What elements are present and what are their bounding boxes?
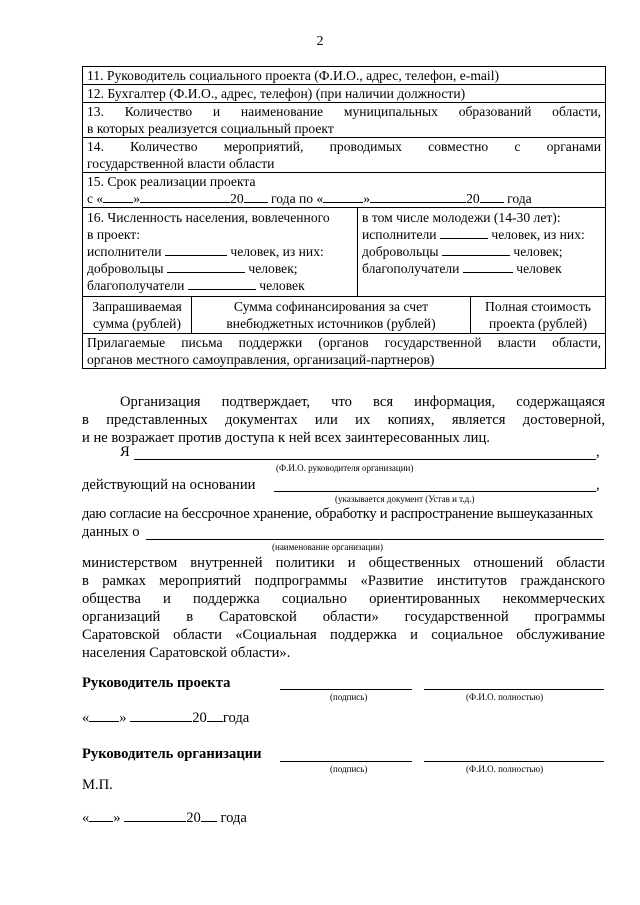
basis-document-line[interactable] [274,491,596,492]
ministry-line: населения Саратовской области». [82,645,291,661]
org-head-date[interactable]: « » 20 года [82,810,247,826]
application-form-table [82,66,606,369]
events-count-field[interactable]: 14. Количество мероприятий, проводимых совместно с органами государственной власти области [83,138,606,173]
seal-place-label: М.П. [82,777,113,793]
consent-line: даю согласие на бессрочное хранение, обработку и распространение вышеуказанных [82,506,594,522]
row-12 [83,85,606,103]
accountant-field[interactable]: 12. Бухгалтер (Ф.И.О., адрес, телефон) (при наличии должности) [83,85,606,103]
row-15 [83,173,606,208]
ministry-line: организаций в Саратовской области» государственной программы [82,609,605,625]
hint-signature: (подпись) [330,692,368,702]
row-letters [83,334,606,369]
row-11 [83,67,606,85]
comma: , [596,444,600,460]
row-sums [83,297,606,334]
hint-fio-full: (Ф.И.О. полностью) [466,764,544,774]
youth-involved-field[interactable]: в том числе молодежи (14-30 лет): исполнители человек, из них: добровольцы человек; благополучатели человек [358,208,606,297]
hint-signature: (подпись) [330,764,368,774]
ministry-line: в рамках мероприятий подпрограммы «Развитие институтов гражданского [82,573,605,589]
ministry-line: Саратовской области «Социальная поддержка и социальное обслуживание [82,627,605,643]
consent-about-label: данных о [82,524,140,540]
cofinancing-sum-field[interactable]: Сумма софинансирования за счет внебюджетных источников (рублей) [192,297,471,334]
row-14 [83,138,606,173]
project-head-date[interactable]: « » 20 года [82,710,250,726]
ministry-paragraph [82,554,605,662]
ministry-line: общества и поддержка социально ориентированных некоммерческих [82,591,605,607]
comma: , [596,477,600,493]
hint-fio-full: (Ф.И.О. полностью) [466,692,544,702]
municipalities-field[interactable]: 13. Количество и наименование муниципальных образований области, в которых реализуется социальный проект [83,103,606,138]
total-cost-field[interactable]: Полная стоимость проекта (рублей) [471,297,606,334]
row-16 [83,208,606,297]
org-head-name-line[interactable] [424,761,604,762]
head-name-line[interactable] [134,459,596,460]
project-head-name-line[interactable] [424,689,604,690]
support-letters-field[interactable]: Прилагаемые письма поддержки (органов государственной власти области, органов местного самоуправления, организаций-партнеров) [83,334,606,369]
acting-on-label: действующий на основании [82,477,256,493]
project-head-field[interactable]: 11. Руководитель социального проекта (Ф.И.О., адрес, телефон, e-mail) [83,67,606,85]
organization-name-line[interactable] [146,539,604,540]
page-number: 2 [316,34,324,49]
project-period-field[interactable]: 15. Срок реализации проекта с « » 20 года по « » 20 года [83,173,606,208]
confirmation-line: в представленных документах или их копиях, является достоверной, [82,412,605,428]
confirmation-line: Организация подтверждает, что вся информация, содержащаяся [120,394,605,410]
confirmation-line: и не возражает против доступа к ней всех заинтересованных лиц. [82,430,490,446]
confirmation-paragraph [82,393,605,447]
ya-label: Я [120,444,130,460]
population-involved-field[interactable]: 16. Численность населения, вовлеченного в проект: исполнители человек, из них: добровольцы человек; благополучатели человек [83,208,358,297]
project-head-signature-line[interactable] [280,689,412,690]
requested-sum-field[interactable]: Запрашиваемая сумма (рублей) [83,297,192,334]
org-head-signature-line[interactable] [280,761,412,762]
hint-head-name: (Ф.И.О. руководителя организации) [276,463,414,473]
hint-organization: (наименование организации) [272,542,383,552]
org-head-label: Руководитель организации [82,746,262,762]
project-head-label: Руководитель проекта [82,675,231,691]
hint-document: (указывается документ (Устав и т.д.) [335,494,475,504]
ministry-line: министерством внутренней политики и общественных отношений области [82,555,605,571]
row-13 [83,103,606,138]
